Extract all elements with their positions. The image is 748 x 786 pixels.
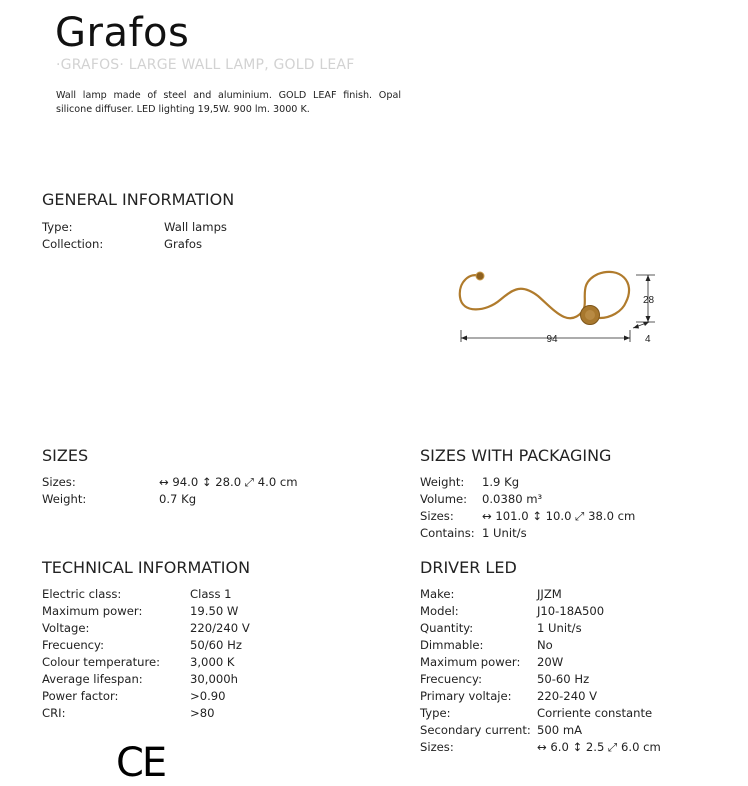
row-label: Sizes: xyxy=(420,509,454,523)
depth-dimension-label: 4 xyxy=(645,334,651,345)
row-label: Type: xyxy=(420,706,451,720)
row-value: 1.9 Kg xyxy=(482,475,520,489)
row-value: 0.7 Kg xyxy=(159,492,197,506)
row-label: Voltage: xyxy=(42,621,90,635)
dimension-lines xyxy=(461,275,655,342)
page-title: Grafos xyxy=(55,10,190,56)
row-label: Volume: xyxy=(420,492,468,506)
height-dimension-label: 28 xyxy=(643,295,655,306)
product-subtitle: ·GRAFOS· LARGE WALL LAMP, GOLD LEAF xyxy=(56,57,355,73)
row-label: Model: xyxy=(420,604,459,618)
row-label: Type: xyxy=(42,220,73,234)
row-label: Average lifespan: xyxy=(42,672,143,686)
sizes-heading: SIZES xyxy=(42,446,89,465)
row-value: 220-240 V xyxy=(537,689,598,703)
row-value: 1 Unit/s xyxy=(482,526,527,540)
general-info-heading: GENERAL INFORMATION xyxy=(42,190,235,209)
packaging-heading: SIZES WITH PACKAGING xyxy=(420,446,612,465)
row-label: Sizes: xyxy=(420,740,454,754)
row-value: 500 mA xyxy=(537,723,583,737)
row-value: 50/60 Hz xyxy=(190,638,242,652)
row-label: Colour temperature: xyxy=(42,655,161,669)
row-value: ↔ 101.0 ↕ 10.0 ⤢ 38.0 cm xyxy=(482,509,636,523)
row-label: Make: xyxy=(420,587,455,601)
row-label: Weight: xyxy=(42,492,87,506)
ce-mark-icon: CE xyxy=(116,740,166,786)
row-label: Sizes: xyxy=(42,475,76,489)
row-value: Corriente constante xyxy=(537,706,653,720)
row-value: Class 1 xyxy=(190,587,232,601)
row-label: Power factor: xyxy=(42,689,119,703)
row-label: CRI: xyxy=(42,706,66,720)
row-value: 30,000h xyxy=(190,672,238,686)
width-dimension-label: 94 xyxy=(546,334,558,345)
row-label: Maximum power: xyxy=(42,604,143,618)
row-value: ↔ 6.0 ↕ 2.5 ⤢ 6.0 cm xyxy=(537,740,661,754)
row-value: 1 Unit/s xyxy=(537,621,582,635)
product-description: Wall lamp made of steel and aluminium. GOLD LEAF finish. Opal silicone diffuser. LED lighting 19,5W. 900 lm. 3000 K. xyxy=(56,90,401,115)
row-label: Maximum power: xyxy=(420,655,521,669)
row-label: Secondary current: xyxy=(420,723,531,737)
row-value: 20W xyxy=(537,655,564,669)
row-label: Collection: xyxy=(42,237,104,251)
row-label: Contains: xyxy=(420,526,475,540)
row-value: >80 xyxy=(190,706,215,720)
row-value: ↔ 94.0 ↕ 28.0 ⤢ 4.0 cm xyxy=(159,475,298,489)
row-label: Primary voltaje: xyxy=(420,689,512,703)
row-value: 3,000 K xyxy=(190,655,235,669)
product-dimension-diagram xyxy=(450,262,665,348)
row-value: JJZM xyxy=(537,587,562,601)
row-label: Frecuency: xyxy=(42,638,104,652)
row-label: Frecuency: xyxy=(420,672,482,686)
row-value: Grafos xyxy=(164,237,203,251)
row-label: Electric class: xyxy=(42,587,122,601)
row-value: 50-60 Hz xyxy=(537,672,590,686)
row-value: 220/240 V xyxy=(190,621,250,635)
row-label: Weight: xyxy=(420,475,465,489)
lamp-illustration xyxy=(460,272,629,325)
row-value: Wall lamps xyxy=(164,220,227,234)
technical-info-heading: TECHNICAL INFORMATION xyxy=(42,558,251,577)
row-label: Quantity: xyxy=(420,621,474,635)
row-value: >0.90 xyxy=(190,689,226,703)
row-value: 19.50 W xyxy=(190,604,239,618)
row-value: J10-18A500 xyxy=(537,604,605,618)
row-value: 0.0380 m³ xyxy=(482,492,543,506)
row-label: Dimmable: xyxy=(420,638,484,652)
row-value: No xyxy=(537,638,553,652)
driver-led-heading: DRIVER LED xyxy=(420,558,517,577)
